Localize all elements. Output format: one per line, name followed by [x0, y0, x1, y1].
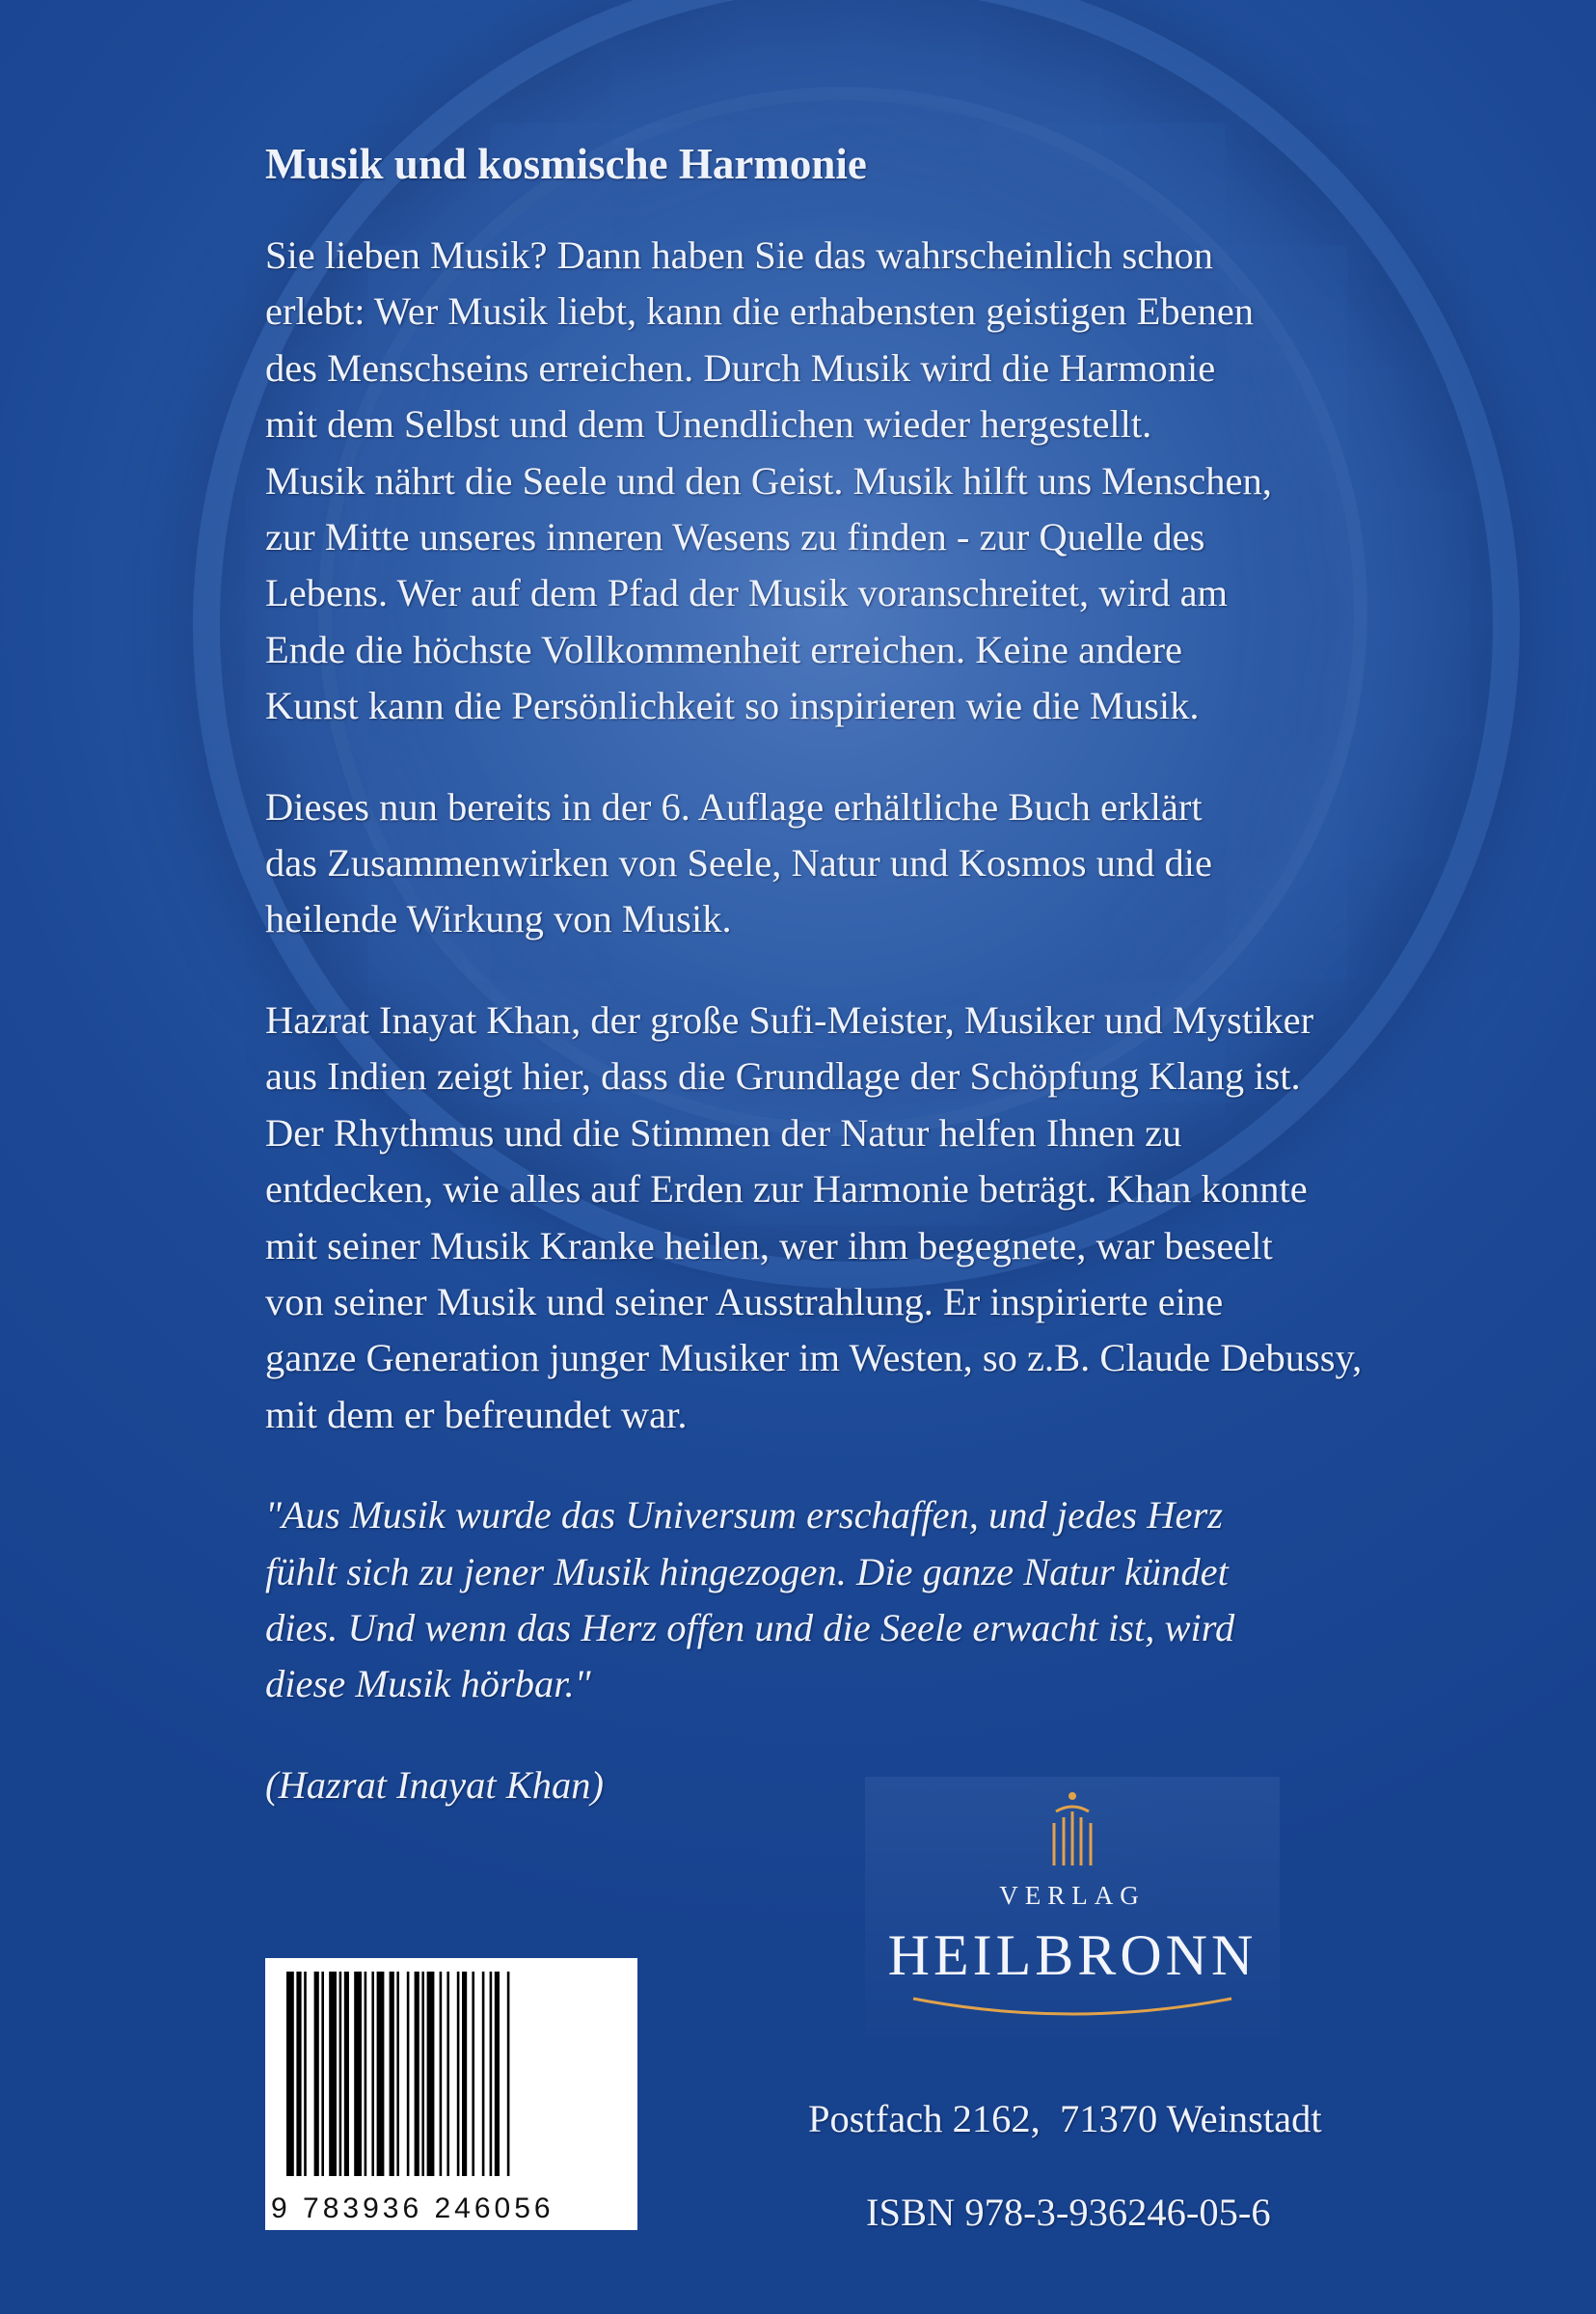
- barcode-bar: [440, 1972, 443, 2176]
- text-line: mit seiner Musik Kranke heilen, wer ihm begegnete, war beseelt: [265, 1223, 1273, 1267]
- barcode-bar: [462, 1972, 467, 2176]
- text-line: Kunst kann die Persönlichkeit so inspirieren wie die Musik.: [265, 684, 1200, 728]
- barcode: [265, 1958, 637, 2230]
- barcode-bar: [390, 1972, 394, 2176]
- barcode-bar: [482, 1972, 485, 2176]
- blurb-title: Musik und kosmische Harmonie: [265, 140, 867, 188]
- text-line: des Menschseins erreichen. Durch Musik wird die Harmonie: [265, 345, 1216, 390]
- text-line: erlebt: Wer Musik liebt, kann die erhabensten geistigen Ebenen: [265, 289, 1255, 334]
- barcode-bar: [457, 1972, 460, 2176]
- text-line: ganze Generation junger Musiker im Westen, so z.B. Claude Debussy,: [265, 1336, 1363, 1380]
- barcode-bar: [407, 1972, 410, 2176]
- publisher-address: Postfach 2162, 71370 Weinstadt: [808, 2097, 1322, 2140]
- logo-publisher-name: HEILBRONN: [887, 1923, 1258, 1987]
- barcode-bar: [427, 1972, 435, 2176]
- paragraph-3: [265, 993, 1548, 1443]
- barcode-bar: [344, 1972, 349, 2176]
- text-line: das Zusammenwirken von Seele, Natur und Kosmos und die: [265, 841, 1212, 885]
- barcode-bar: [371, 1972, 374, 2176]
- barcode-bar: [314, 1972, 319, 2176]
- logo-swoosh: [904, 1991, 1241, 2020]
- text-line: mit dem Selbst und dem Unendlichen wieder hergestellt.: [265, 402, 1152, 447]
- isbn: ISBN 978-3-936246-05-6: [866, 2191, 1271, 2234]
- barcode-bar: [286, 1972, 294, 2176]
- blurb: [265, 135, 1548, 1813]
- barcode-bar: [296, 1972, 301, 2176]
- barcode-bar: [396, 1972, 399, 2176]
- barcode-bar: [472, 1972, 474, 2176]
- quote-attribution: (Hazrat Inayat Khan): [265, 1762, 604, 1807]
- text-line: Musik nährt die Seele und den Geist. Musik hilft uns Menschen,: [265, 458, 1272, 503]
- barcode-bars: [265, 1958, 637, 2190]
- text-line: Dieses nun bereits in der 6. Auflage erhältliche Buch erklärt: [265, 784, 1203, 829]
- logo-verlag-text: VERLAG: [999, 1881, 1146, 1910]
- text-line: zur Mitte unseres inneren Wesens zu finden - zur Quelle des: [265, 515, 1205, 559]
- barcode-digits: 9 783936 246056: [271, 2192, 555, 2224]
- quote: [265, 1487, 1548, 1713]
- paragraph-2: [265, 779, 1548, 948]
- paragraph-1: [265, 228, 1548, 735]
- text-line: Der Rhythmus und die Stimmen der Natur helfen Ihnen zu: [265, 1110, 1182, 1155]
- barcode-bar: [415, 1972, 419, 2176]
- barcode-bar: [446, 1972, 449, 2176]
- text-line: heilende Wirkung von Musik.: [265, 897, 732, 941]
- text-line: von seiner Musik und seiner Ausstrahlung. Er inspirierte eine: [265, 1279, 1224, 1323]
- barcode-bar: [421, 1972, 424, 2176]
- barcode-bar: [377, 1972, 385, 2176]
- barcode-bar: [495, 1972, 500, 2176]
- text-line: aus Indien zeigt hier, dass die Grundlage der Schöpfung Klang ist.: [265, 1054, 1301, 1099]
- barcode-bar: [329, 1972, 337, 2176]
- quote-line: dies. Und wenn das Herz offen und die Seele erwacht ist, wird: [265, 1605, 1235, 1649]
- text-line: Hazrat Inayat Khan, der große Sufi-Meister, Musiker und Mystiker: [265, 997, 1314, 1042]
- text-line: Ende die höchste Vollkommenheit erreichen. Keine andere: [265, 627, 1183, 671]
- organ-pipes-icon: [1046, 1790, 1098, 1867]
- quote-line: "Aus Musik wurde das Universum erschaffen, und jedes Herz: [265, 1493, 1224, 1538]
- quote-line: fühlt sich zu jener Musik hingezogen. Die ganze Natur kündet: [265, 1549, 1229, 1593]
- barcode-bar: [321, 1972, 324, 2176]
- barcode-bar: [304, 1972, 307, 2176]
- barcode-bar: [507, 1972, 510, 2176]
- publisher-logo: [865, 1777, 1280, 2037]
- quote-line: diese Musik hörbar.": [265, 1662, 591, 1706]
- text-line: entdecken, wie alles auf Erden zur Harmonie beträgt. Khan konnte: [265, 1167, 1308, 1211]
- text-line: Lebens. Wer auf dem Pfad der Musik voranschreitet, wird am: [265, 571, 1229, 615]
- barcode-bar: [339, 1972, 342, 2176]
- barcode-bar: [365, 1972, 367, 2176]
- text-line: Sie lieben Musik? Dann haben Sie das wahrscheinlich schon: [265, 233, 1214, 277]
- text-line: mit dem er befreundet war.: [265, 1392, 688, 1436]
- barcode-bar: [354, 1972, 362, 2176]
- barcode-bar: [490, 1972, 493, 2176]
